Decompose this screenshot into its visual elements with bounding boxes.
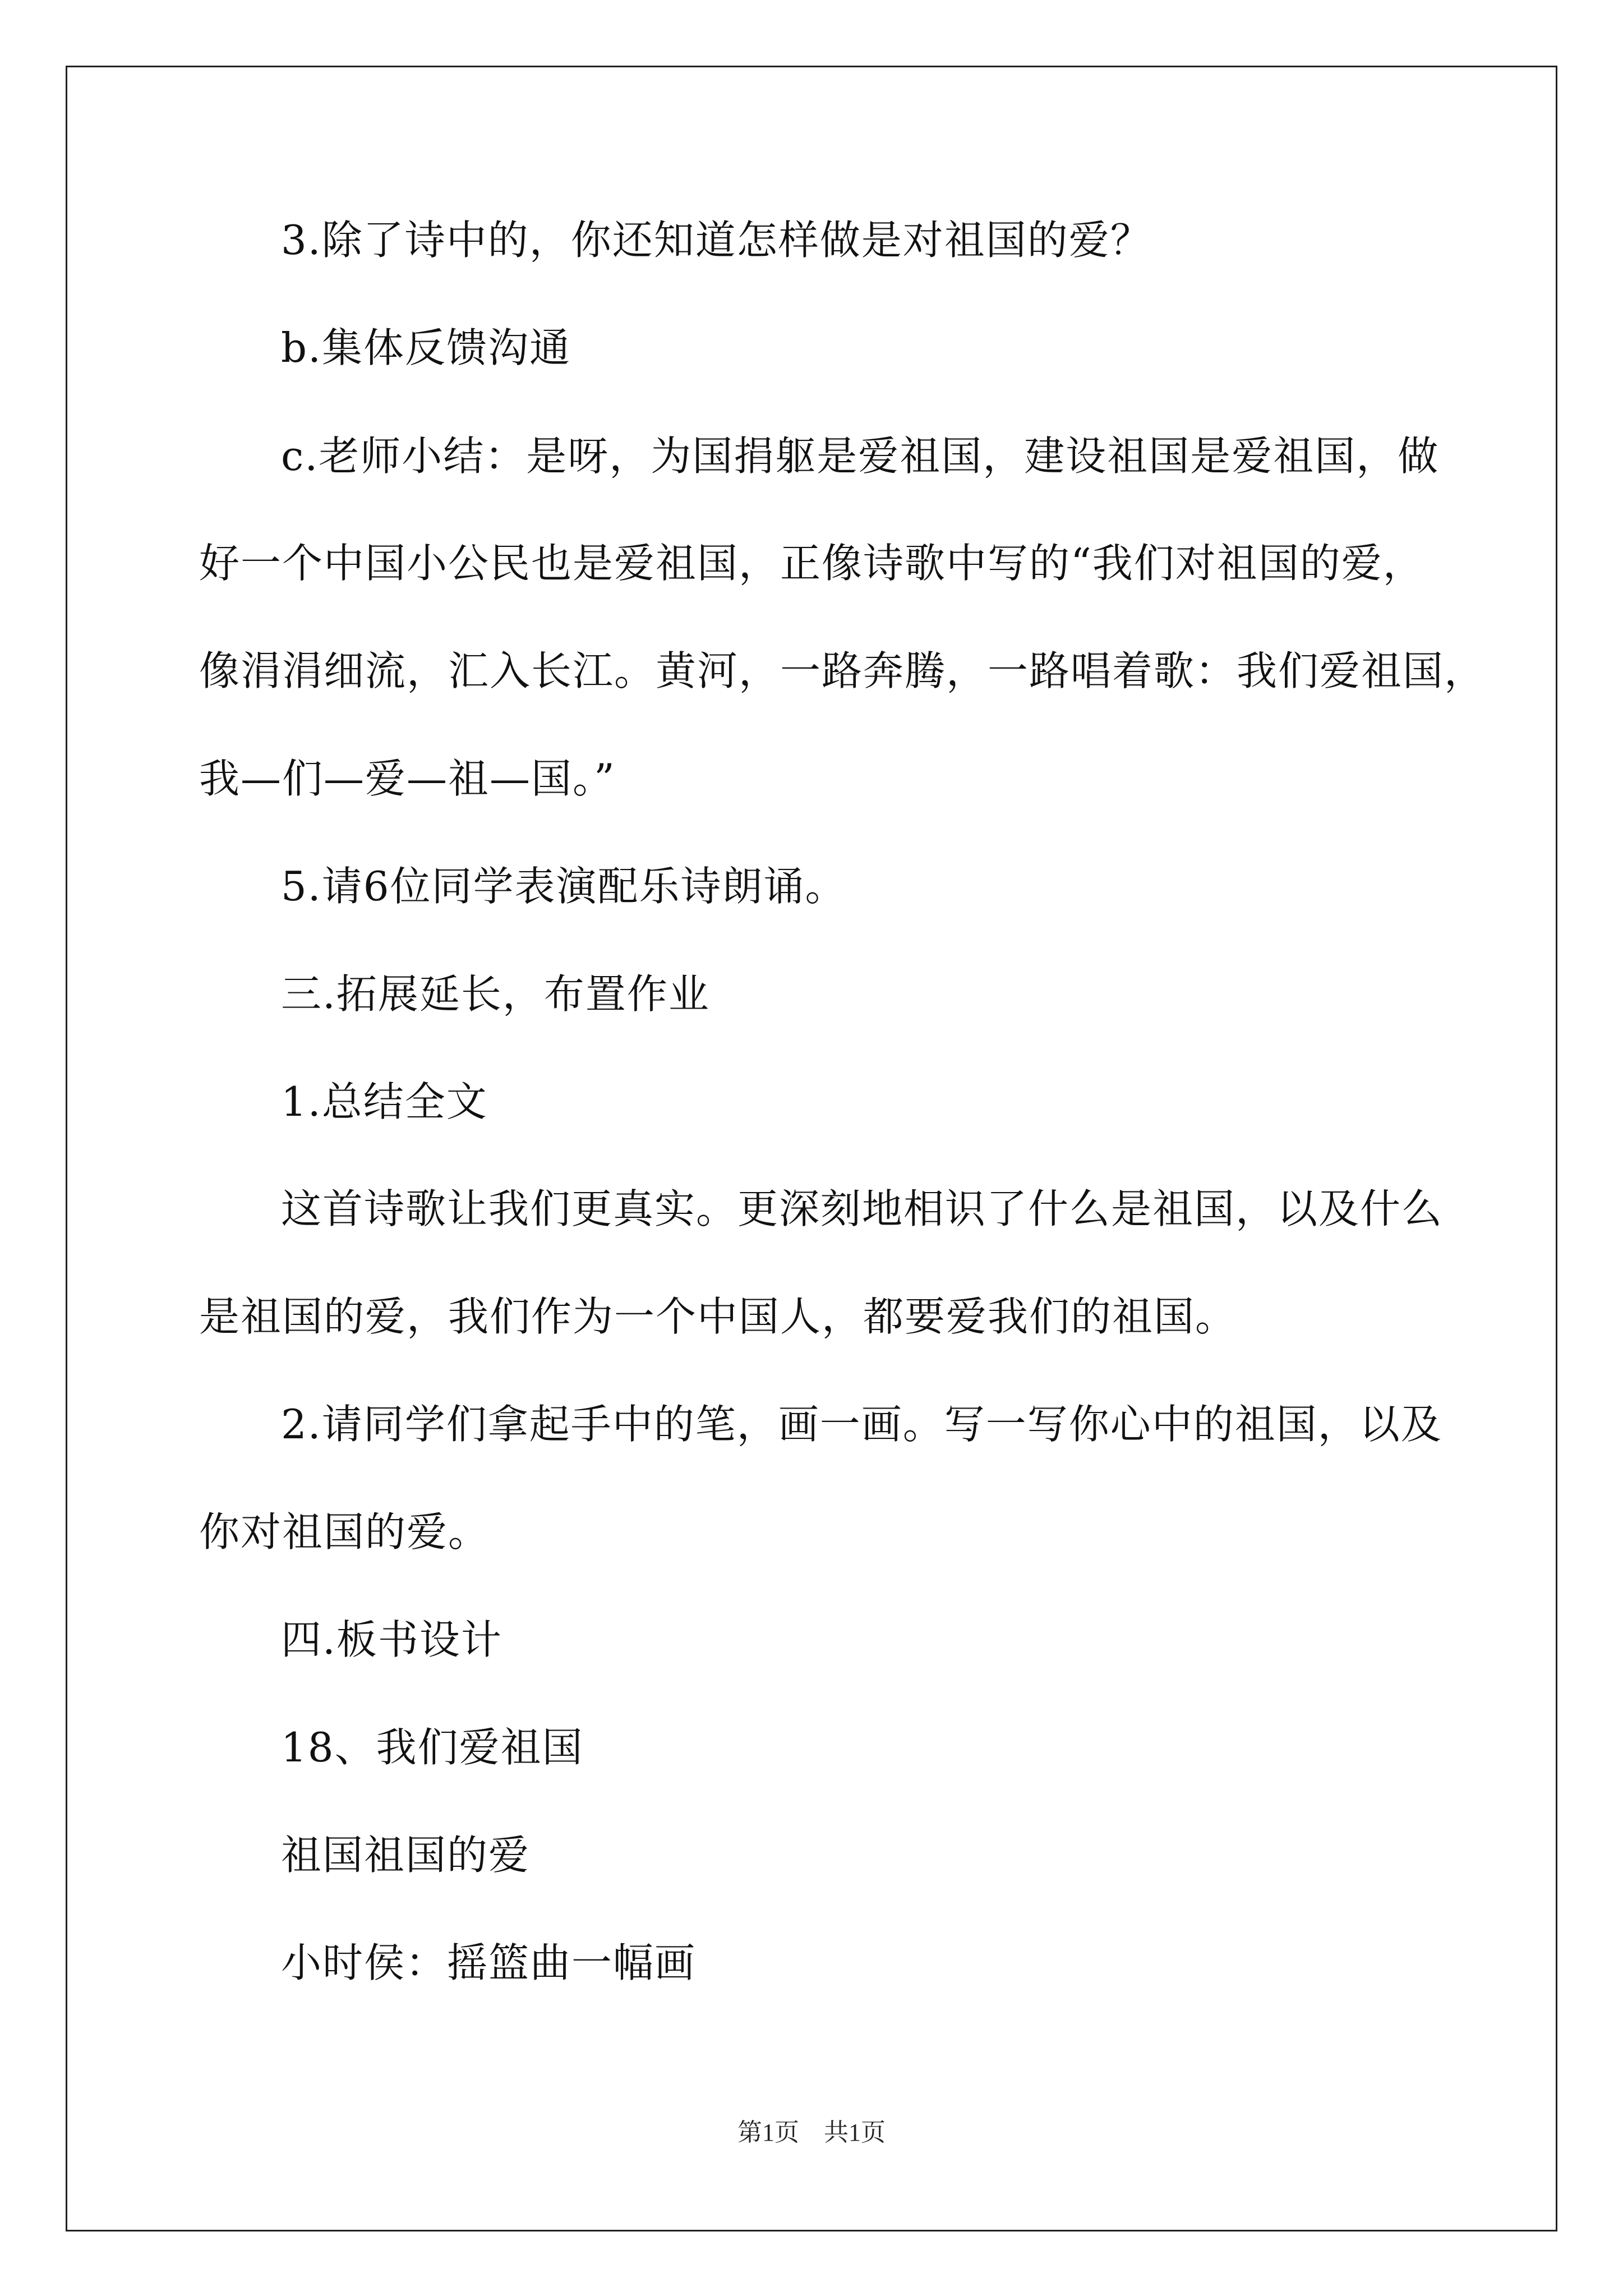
paragraph-recitation: 5.请6位同学表演配乐诗朗诵。 (281, 863, 847, 910)
board-line-2: 小时侯：摇篮曲一幅画 (281, 1939, 697, 1986)
paragraph-summary-line-3: 像涓涓细流，汇入长江。黄河，一路奔腾，一路唱着歌：我们爱祖国， (199, 647, 1486, 694)
paragraph-feedback: b.集体反馈沟通 (281, 324, 571, 371)
board-line-1: 祖国祖国的爱 (281, 1832, 531, 1879)
paragraph-summary-line-2: 好一个中国小公民也是爱祖国，正像诗歌中写的“我们对祖国的爱， (199, 540, 1424, 587)
paragraph-conclusion-line-2: 是祖国的爱，我们作为一个中国人，都要爱我们的祖国。 (199, 1293, 1237, 1340)
paragraph-question-3: 3.除了诗中的，你还知道怎样做是对祖国的爱？ (281, 217, 1152, 264)
page-border (66, 66, 1557, 2231)
section-heading-extension: 三.拓展延长，布置作业 (281, 970, 710, 1018)
paragraph-conclusion-line-1: 这首诗歌让我们更真实。更深刻地相识了什么是祖国，以及什么 (281, 1185, 1444, 1232)
page-number-footer: 第1页 共1页 (737, 2119, 886, 2146)
paragraph-homework-line-1: 2.请同学们拿起手中的笔，画一画。写一写你心中的祖国，以及 (281, 1401, 1442, 1448)
section-heading-board-design: 四.板书设计 (281, 1616, 502, 1663)
paragraph-summary-line-1: c.老师小结：是呀，为国捐躯是爱祖国，建设祖国是爱祖国，做 (281, 432, 1440, 480)
paragraph-conclusion-title: 1.总结全文 (281, 1078, 488, 1125)
paragraph-summary-line-4: 我—们—爱—祖—国。” (199, 755, 616, 802)
board-title: 18、我们爱祖国 (281, 1724, 584, 1771)
paragraph-homework-line-2: 你对祖国的爱。 (199, 1508, 490, 1556)
